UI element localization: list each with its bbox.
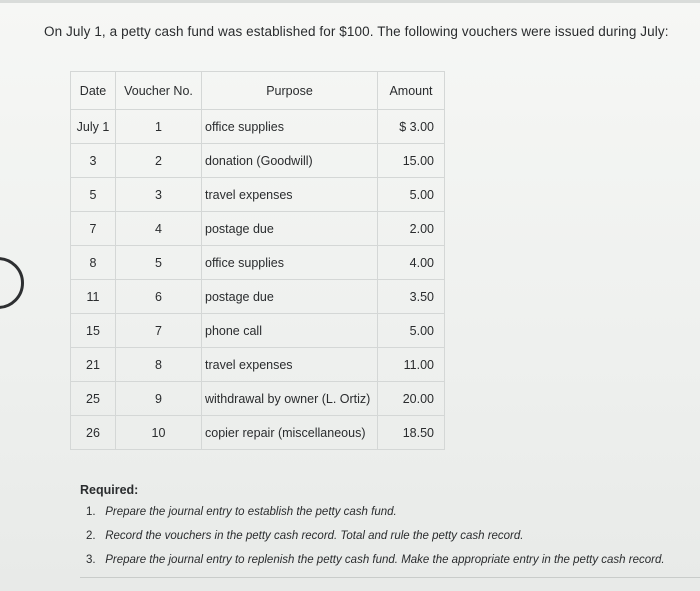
cell-amount: 5.00: [378, 178, 445, 212]
table-row: [71, 246, 445, 280]
header-date: Date: [71, 72, 116, 110]
cell-purpose: copier repair (miscellaneous): [202, 416, 378, 450]
table-header-row: [71, 72, 445, 110]
cell-purpose: withdrawal by owner (L. Ortiz): [202, 382, 378, 416]
item-text: Prepare the journal entry to replenish the petty cash fund. Make the appropriate entry in the petty cash record.: [105, 554, 665, 566]
cell-date: 3: [71, 144, 116, 178]
table-row: [71, 382, 445, 416]
item-text: Record the vouchers in the petty cash record. Total and rule the petty cash record.: [105, 530, 524, 542]
top-divider: [0, 0, 700, 3]
cell-purpose: travel expenses: [202, 348, 378, 382]
header-voucher-no: Voucher No.: [116, 72, 202, 110]
cell-date: 25: [71, 382, 116, 416]
header-purpose: Purpose: [202, 72, 378, 110]
cell-voucher: 4: [116, 212, 202, 246]
cell-amount: 15.00: [378, 144, 445, 178]
cell-date: July 1: [71, 110, 116, 144]
table-row: [71, 110, 445, 144]
requirements-list: [86, 505, 665, 577]
item-number: 1.: [86, 506, 96, 518]
cell-purpose: travel expenses: [202, 178, 378, 212]
list-item: [86, 553, 665, 577]
item-text: Prepare the journal entry to establish the petty cash fund.: [105, 506, 397, 518]
list-item: [86, 529, 665, 553]
table-row: [71, 178, 445, 212]
table-row: [71, 144, 445, 178]
cell-purpose: phone call: [202, 314, 378, 348]
cell-purpose: office supplies: [202, 110, 378, 144]
cell-amount: 4.00: [378, 246, 445, 280]
cell-date: 8: [71, 246, 116, 280]
list-item: [86, 505, 665, 529]
cell-date: 5: [71, 178, 116, 212]
item-number: 3.: [86, 554, 96, 566]
cell-amount: $ 3.00: [378, 110, 445, 144]
cell-purpose: office supplies: [202, 246, 378, 280]
cell-voucher: 8: [116, 348, 202, 382]
cell-voucher: 1: [116, 110, 202, 144]
cell-amount: 20.00: [378, 382, 445, 416]
problem-statement: On July 1, a petty cash fund was established for $100. The following vouchers were issued during July:: [44, 24, 669, 39]
voucher-table: [70, 71, 445, 450]
cell-voucher: 9: [116, 382, 202, 416]
cell-voucher: 7: [116, 314, 202, 348]
cell-voucher: 10: [116, 416, 202, 450]
cell-date: 11: [71, 280, 116, 314]
cell-date: 15: [71, 314, 116, 348]
cell-purpose: postage due: [202, 212, 378, 246]
table-row: [71, 212, 445, 246]
cell-amount: 18.50: [378, 416, 445, 450]
cell-date: 21: [71, 348, 116, 382]
table-row: [71, 348, 445, 382]
table-row: [71, 416, 445, 450]
cell-amount: 3.50: [378, 280, 445, 314]
cell-purpose: donation (Goodwill): [202, 144, 378, 178]
circle-mark-icon: [0, 257, 24, 309]
required-heading: Required:: [80, 483, 139, 497]
cell-voucher: 5: [116, 246, 202, 280]
cell-purpose: postage due: [202, 280, 378, 314]
bottom-divider: [80, 577, 700, 578]
item-number: 2.: [86, 530, 96, 542]
table-row: [71, 314, 445, 348]
cell-date: 26: [71, 416, 116, 450]
cell-amount: 2.00: [378, 212, 445, 246]
cell-voucher: 6: [116, 280, 202, 314]
cell-amount: 11.00: [378, 348, 445, 382]
header-amount: Amount: [378, 72, 445, 110]
cell-date: 7: [71, 212, 116, 246]
table-row: [71, 280, 445, 314]
cell-voucher: 2: [116, 144, 202, 178]
cell-amount: 5.00: [378, 314, 445, 348]
cell-voucher: 3: [116, 178, 202, 212]
